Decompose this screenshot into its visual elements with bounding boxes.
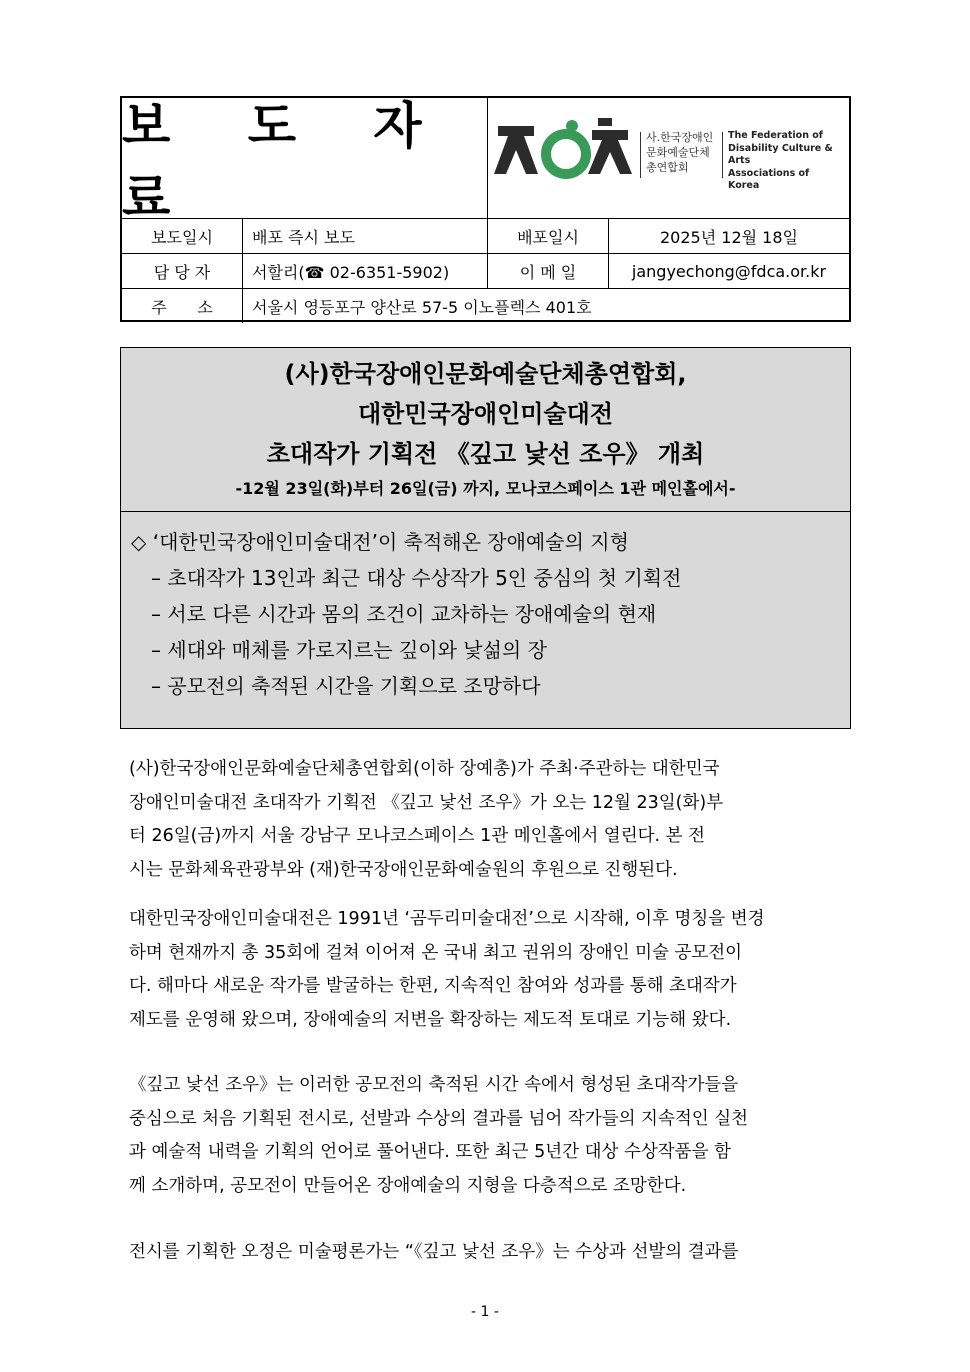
logo-mark-icon [494, 116, 636, 182]
press-release-title-cell [122, 97, 488, 227]
headline-subtitle: -12월 23일(화)부터 26일(금) 까지, 모나코스페이스 1관 메인홀에서- [235, 479, 736, 498]
summary-bullet: – 초대작가 13인과 최근 대상 수상작가 5인 중심의 첫 기획전 [151, 566, 682, 590]
body-line: 시는 문화체육관광부와 (재)한국장애인문화예술원의 후원으로 진행된다. [129, 859, 678, 880]
contact-row [122, 253, 849, 288]
body-paragraph-3 [129, 1069, 841, 1203]
summary-bullet: – 세대와 매체를 가로지르는 깊이와 낯섦의 장 [151, 638, 547, 662]
contact-value: 서할리(☎ 02-6351-5902) [243, 254, 488, 288]
summary-bullet: – 서로 다른 시간과 몸의 조건이 교차하는 장애예술의 현재 [151, 602, 657, 626]
body-line: 《깊고 낯선 조우》는 이러한 공모전의 축적된 시간 속에서 형성된 초대작가들을 [129, 1075, 739, 1095]
release-time-value: 배포 즉시 보도 [243, 219, 488, 253]
distribution-date-value: 2025년 12월 18일 [660, 227, 798, 247]
release-time-label: 보도일시 [122, 219, 243, 253]
headline-block [121, 348, 850, 512]
logo-korean-name: 사.한국장애인 문화예술단체 총연합회 [646, 131, 714, 174]
body-line: 과 예술적 내력을 기획의 언어로 풀어낸다. 또한 최근 5년간 대상 수상작품을 함 [129, 1142, 731, 1162]
body-line: 장애인미술대전 초대작가 기획전 《깊고 낯선 조우》가 오는 12월 23일(화)부 [129, 792, 724, 813]
summary-bullet: ◇ ‘대한민국장애인미술대전’이 축적해온 장애예술의 지형 [131, 530, 629, 554]
contact-label: 담 당 자 [122, 254, 243, 288]
address-row [122, 288, 849, 323]
distribution-date-label: 배포일시 [488, 219, 609, 253]
headline-line: 초대작가 기획전 《깊고 낯선 조우》 개최 [266, 440, 705, 468]
body-line: (사)한국장애인문화예술단체총연합회(이하 장예총)가 주최·주관하는 대한민국 [129, 759, 720, 779]
body-line: 터 26일(금)까지 서울 강남구 모나코스페이스 1관 메인홀에서 열린다. 본 전 [129, 826, 706, 846]
address-value: 서울시 영등포구 양산로 57-5 이노플렉스 401호 [252, 297, 592, 317]
page-number: - 1 - [471, 1304, 499, 1320]
body-paragraph-4 [129, 1236, 841, 1270]
address-label: 주 소 [122, 289, 243, 323]
body-line: 다. 해마다 새로운 작가를 발굴하는 한편, 지속적인 참여와 성과를 통해 초대작가 [129, 976, 737, 996]
headline-line: (사)한국장애인문화예술단체총연합회, [284, 360, 687, 388]
body-line: 제도를 운영해 왔으며, 장애예술의 저변을 확장하는 제도적 토대로 기능해 왔다. [129, 1009, 732, 1030]
body-line: 께 소개하며, 공모전이 만들어온 장애예술의 지형을 다층적으로 조망한다. [129, 1175, 687, 1196]
body-line: 대한민국장애인미술대전은 1991년 ‘곰두리미술대전’으로 시작해, 이후 명칭을 변경 [129, 909, 765, 929]
summary-bullet: – 공모전의 축적된 시간을 기획으로 조망하다 [151, 674, 541, 698]
body-paragraph-2 [129, 903, 841, 1037]
headline-line: 대한민국장애인미술대전 [357, 400, 614, 428]
organization-logo [488, 98, 851, 218]
logo-divider [640, 132, 641, 178]
release-date-row [122, 218, 849, 253]
body-paragraph-1 [129, 753, 841, 887]
body-line: 전시를 기획한 오정은 미술평론가는 “《깊고 낯선 조우》는 수상과 선발의 결과를 [129, 1242, 739, 1262]
logo-divider [722, 132, 723, 178]
body-line: 중심으로 처음 기획된 전시로, 선발과 수상의 결과를 넘어 작가들의 지속적인 실천 [129, 1108, 749, 1129]
press-release-title: 보 도 자 료 [122, 97, 452, 227]
logo-english-name: The Federation of Disability Culture & Arts Associations of Korea [728, 130, 833, 191]
summary-box [120, 347, 851, 729]
summary-bullets [131, 524, 841, 704]
email-label: 이 메 일 [488, 254, 609, 288]
body-line: 하며 현재까지 총 35회에 걸쳐 이어져 온 국내 최고 권위의 장애인 미술 공모전이 [129, 942, 743, 963]
email-value[interactable]: jangyechong@fdca.or.kr [631, 261, 827, 281]
press-header-table [120, 96, 851, 322]
